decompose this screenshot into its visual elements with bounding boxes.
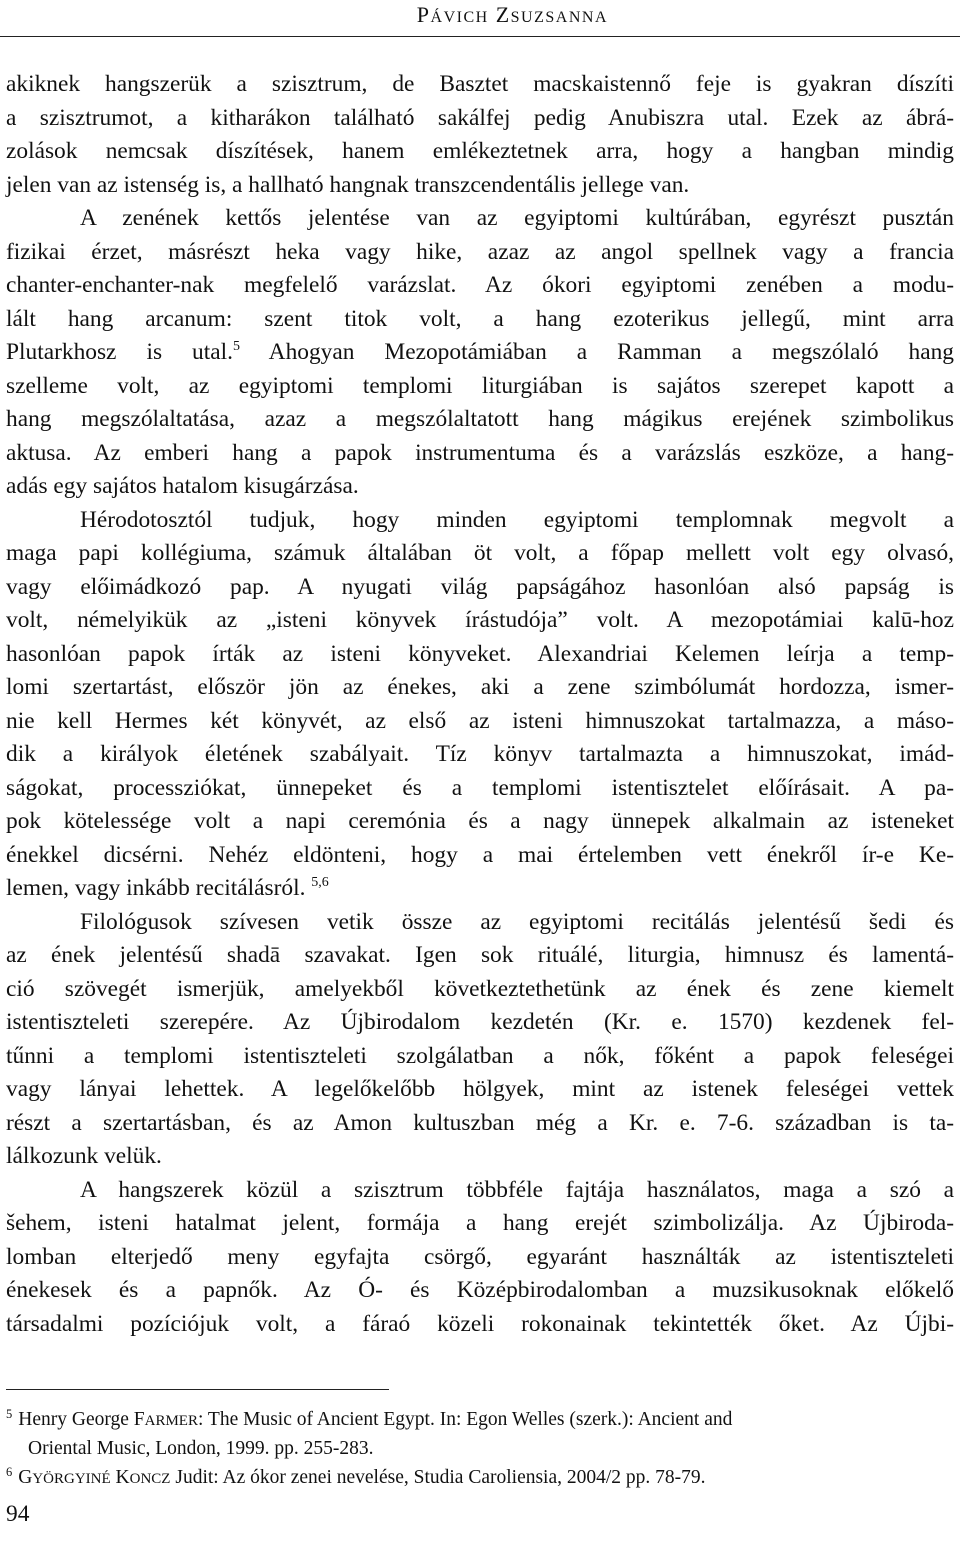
text-line bbox=[6, 805, 954, 839]
text-line bbox=[6, 202, 954, 236]
text-segment: vagy lányai lehettek. A legelőkelőbb hölgyek, mint az istenek feleségei vettek bbox=[6, 1076, 954, 1102]
text-line bbox=[6, 236, 954, 270]
text-line bbox=[6, 303, 954, 337]
text-segment: lemen, vagy inkább recitálásról. bbox=[6, 875, 312, 901]
text-line bbox=[6, 1040, 954, 1074]
text-line bbox=[6, 939, 954, 973]
text-line bbox=[6, 537, 954, 571]
running-head bbox=[417, 2, 608, 28]
text-line bbox=[6, 1073, 954, 1107]
text-line bbox=[6, 772, 954, 806]
text-line bbox=[6, 68, 954, 102]
text-segment: Henry George bbox=[18, 1409, 134, 1430]
text-segment: Hérodotosztól tudjuk, hogy minden egyiptomi templomnak megvolt a bbox=[80, 506, 954, 533]
text-segment: énekesek és a papnők. Az Ó- és Középbirodalomban a muzsikusoknak előkelő bbox=[6, 1277, 954, 1303]
text-line bbox=[6, 1274, 954, 1308]
running-head-first-rest: ÁVICH bbox=[430, 9, 489, 26]
text-segment: jelen van az istenség is, a hallható hangnak transzcendentális jellege van. bbox=[6, 171, 690, 198]
text-segment: chanter-enchanter-nak megfelelő varázslat. Az ókori egyiptomi zenében a modu- bbox=[6, 272, 954, 298]
text-line bbox=[6, 1241, 954, 1275]
text-segment: lált hang arcanum: szent titok volt, a hang ezoterikus jellegű, mint arra bbox=[6, 305, 954, 332]
text-segment: šehem, isteni hatalmat jelent, formája a hang erejét szimbolizálja. Az Újbiroda- bbox=[6, 1210, 954, 1236]
footnote bbox=[6, 1405, 954, 1434]
text-line bbox=[6, 638, 954, 672]
page-number: 94 bbox=[6, 1501, 30, 1527]
text-segment: : The Music of Ancient Egypt. In: Egon Welles (szerk.): Ancient and bbox=[197, 1409, 733, 1430]
text-segment: ció szövegét ismerjük, amelyekből következtethetünk az ének és zene kiemelt bbox=[6, 975, 954, 1002]
text-segment: istentiszteleti szerepére. Az Újbirodalom kezdetén (Kr. e. 1570) kezdenek fel- bbox=[6, 1009, 954, 1035]
text-segment: A hangszerek közül a szisztrum többféle fajtája használatos, maga a szó a bbox=[80, 1176, 954, 1203]
text-line bbox=[6, 1308, 954, 1342]
running-head-last-initial: Z bbox=[495, 2, 511, 27]
text-line bbox=[6, 135, 954, 169]
header-rule bbox=[0, 36, 960, 37]
text-line bbox=[6, 269, 954, 303]
footnote bbox=[6, 1463, 954, 1492]
text-segment: társadalmi pozíciójuk volt, a fáraó közeli rokonainak tekintették őket. Az Újbi- bbox=[6, 1310, 954, 1337]
text-segment: hasonlóan papok írták az isteni könyveket. Alexandriai Kelemen leírja a temp- bbox=[6, 640, 954, 667]
footnote-reference: 5 bbox=[232, 339, 240, 354]
text-segment: lomban elterjedő meny egyfajta csörgő, egyaránt használták az istentiszteleti bbox=[6, 1243, 954, 1270]
footnote-reference: 5,6 bbox=[311, 875, 329, 890]
text-line bbox=[6, 470, 954, 504]
running-head-first-initial: P bbox=[416, 2, 431, 27]
text-segment: maga papi kollégiuma, számuk általában öt volt, a főpap mellett volt egy olvasó, bbox=[6, 540, 954, 566]
text-segment: volt, némelyikük az „isteni könyvek írástudója” volt. A mezopotámiai kalū-hoz bbox=[6, 607, 954, 633]
text-segment: hang megszólaltatása, azaz a megszólaltatott hang mágikus erejének szimbolikus bbox=[6, 406, 954, 432]
footnote-rule bbox=[6, 1389, 389, 1390]
text-segment: dik a királyok életének szabályait. Tíz könyv tartalmazta a himnuszokat, imád- bbox=[6, 741, 954, 767]
text-line bbox=[6, 839, 954, 873]
text-segment: Plutarkhosz is utal. bbox=[6, 339, 233, 365]
text-line bbox=[6, 906, 954, 940]
text-segment: zolások nemcsak díszítések, hanem emlékeztetnek arra, hogy a hangban mindig bbox=[6, 138, 954, 164]
text-line bbox=[6, 1207, 954, 1241]
text-segment: fizikai érzet, másrészt heka vagy hike, azaz az angol spellnek vagy a francia bbox=[6, 238, 954, 265]
text-line bbox=[6, 671, 954, 705]
text-segment: lomi szertartást, először jön az énekes, aki a zene szimbólumát hordozza, ismer- bbox=[6, 674, 954, 700]
text-line bbox=[6, 571, 954, 605]
text-segment: énekkel dicsérni. Nehéz eldönteni, hogy a mai értelemben vett énekről ír-e Ke- bbox=[6, 841, 954, 868]
text-line bbox=[6, 504, 954, 538]
text-line bbox=[6, 1107, 954, 1141]
text-segment: G bbox=[18, 1467, 33, 1488]
text-line bbox=[6, 1006, 954, 1040]
text-segment: ságokat, processziókat, ünnepeket és a templomi istentisztelet előírásait. A pa- bbox=[6, 774, 954, 801]
text-segment: aktusa. Az emberi hang a papok instrumentuma és a varázslás eszköze, a hang- bbox=[6, 439, 954, 466]
small-caps-text: ARMER bbox=[144, 1413, 198, 1429]
text-line bbox=[6, 973, 954, 1007]
text-segment: F bbox=[133, 1409, 145, 1430]
text-line bbox=[6, 437, 954, 471]
text-segment: vagy előimádkozó pap. A nyugati világ papságához hasonlóan alsó papság is bbox=[6, 573, 954, 600]
text-segment: Judit: Az ókor zenei nevelése, Studia Caroliensia, 2004/2 pp. 78-79. bbox=[170, 1467, 706, 1488]
text-line bbox=[6, 169, 954, 203]
text-line bbox=[6, 738, 954, 772]
small-caps-text: YÖRGYINÉ bbox=[32, 1471, 111, 1487]
text-line bbox=[6, 403, 954, 437]
text-line bbox=[6, 705, 954, 739]
text-segment: K bbox=[110, 1467, 130, 1488]
text-segment: A zenének kettős jelentése van az egyiptomi kultúrában, egyrészt pusztán bbox=[80, 205, 954, 231]
text-segment: tűnni a templomi istentiszteleti szolgálatban a nők, főként a papok feleségei bbox=[6, 1042, 954, 1069]
text-segment: lálkozunk velük. bbox=[6, 1143, 162, 1169]
text-segment: részt a szertartásban, és az Amon kultuszban még a Kr. e. 7-6. században is ta- bbox=[6, 1109, 954, 1136]
footnotes bbox=[6, 1405, 954, 1492]
small-caps-text: ONCZ bbox=[129, 1471, 171, 1487]
text-segment: az ének jelentésű shadā szavakat. Igen sok rituálé, liturgia, himnusz és lamentá- bbox=[6, 942, 954, 968]
text-segment: szelleme volt, az egyiptomi templomi liturgiában is sajátos szerepet kapott a bbox=[6, 372, 954, 399]
footnote-reference: 6 bbox=[6, 1465, 13, 1479]
text-line bbox=[6, 1140, 954, 1174]
body-text bbox=[6, 68, 954, 1341]
text-line bbox=[6, 102, 954, 136]
text-line bbox=[6, 336, 954, 370]
text-line bbox=[6, 1174, 954, 1208]
text-segment: Filológusok szívesen vetik össze az egyiptomi recitálás jelentésű šedi és bbox=[80, 908, 954, 935]
text-segment: akiknek hangszerük a szisztrum, de Basztet macskaistennő feje is gyakran díszíti bbox=[6, 71, 954, 97]
text-segment: nie kell Hermes két könyvét, az első az isteni himnuszokat tartalmazza, a máso- bbox=[6, 707, 954, 734]
running-head-last-rest: SUZSANNA bbox=[510, 9, 608, 26]
text-segment: pok kötelessége volt a napi ceremónia és a nagy ünnepek alkalmain az isteneket bbox=[6, 808, 954, 834]
text-segment: adás egy sajátos hatalom kisugárzása. bbox=[6, 473, 359, 499]
text-segment: a szisztrumot, a kitharákon található sakálfej pedig Anubiszra utal. Ezek az ábrá- bbox=[6, 104, 954, 131]
text-line bbox=[6, 604, 954, 638]
text-line bbox=[6, 872, 954, 906]
footnote-reference: 5 bbox=[6, 1407, 13, 1421]
text-line bbox=[6, 370, 954, 404]
text-segment: Ahogyan Mezopotámiában a Ramman a megszólaló hang bbox=[239, 339, 954, 365]
footnote-continuation: Oriental Music, London, 1999. pp. 255-283. bbox=[28, 1438, 374, 1459]
